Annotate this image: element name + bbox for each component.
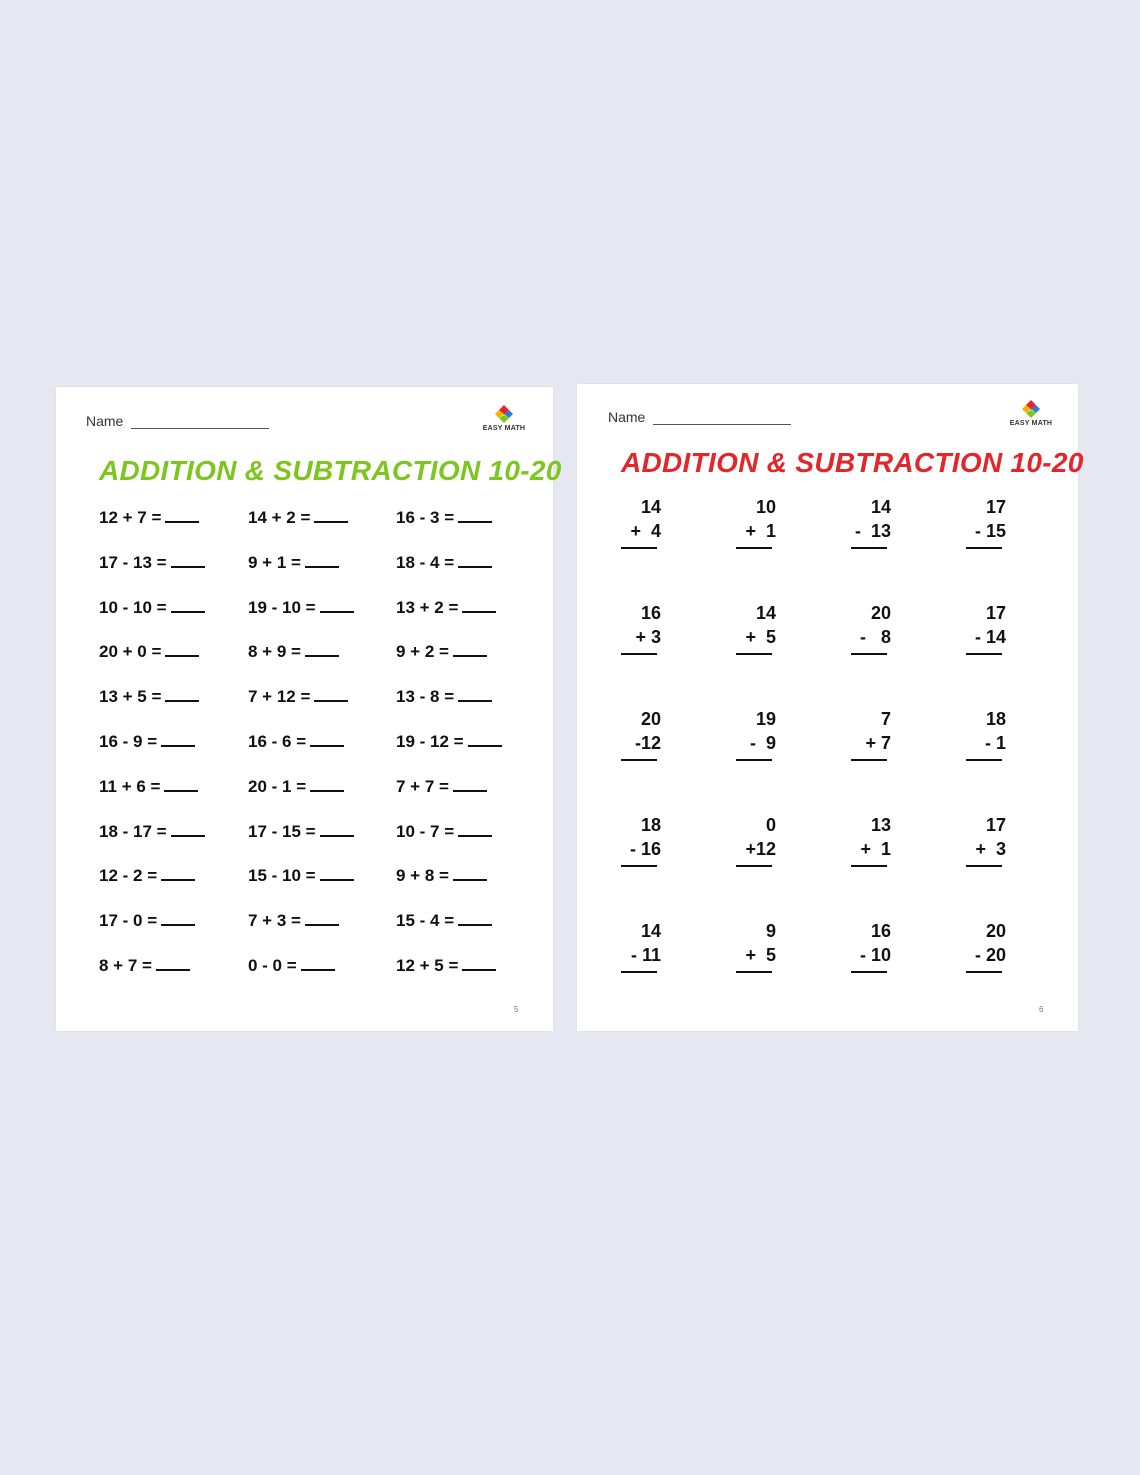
answer-line[interactable] xyxy=(851,547,887,549)
equation-text: 14 + 2 = xyxy=(248,508,311,527)
operator-and-number: - 1 xyxy=(984,733,1006,753)
name-field xyxy=(86,413,269,429)
equation-text: 17 - 0 = xyxy=(99,911,158,931)
equation-text: 7 + 7 = xyxy=(396,776,449,796)
answer-blank[interactable] xyxy=(462,957,496,971)
equation-text: 13 - 8 = xyxy=(396,687,455,707)
answer-blank[interactable] xyxy=(458,688,492,702)
operator-and-number: + 3 xyxy=(975,839,1006,859)
operator-and-number: - 8 xyxy=(859,627,891,647)
equation-text: 7 + 3 = xyxy=(248,911,301,931)
answer-line[interactable] xyxy=(851,759,887,761)
top-number: 20 xyxy=(640,709,661,729)
operator-and-number: + 3 xyxy=(635,627,661,647)
vertical-problem xyxy=(962,919,1006,973)
name-label: Name xyxy=(608,409,646,425)
operator-and-number: - 14 xyxy=(974,627,1006,647)
equation-text: 8 + 9 = xyxy=(248,642,301,662)
equation-problem xyxy=(396,866,487,886)
equation-text: 15 - 4 = xyxy=(396,911,455,931)
top-number: 0 xyxy=(765,815,776,835)
answer-blank[interactable] xyxy=(165,509,199,523)
operator-and-number: + 1 xyxy=(860,839,891,859)
equation-problem xyxy=(248,911,339,931)
equation-problem xyxy=(99,822,205,842)
equation-problem xyxy=(99,508,199,528)
equation-problem xyxy=(248,553,339,573)
answer-line[interactable] xyxy=(851,971,887,973)
equation-problem xyxy=(248,642,339,662)
equation-text: 0 - 0 = xyxy=(248,956,297,975)
operator-and-number: + 4 xyxy=(630,521,661,541)
vertical-problem xyxy=(962,707,1006,761)
answer-blank[interactable] xyxy=(453,867,487,881)
equation-problem xyxy=(99,956,190,976)
operator-and-number: + 1 xyxy=(745,521,776,541)
equation-problem xyxy=(99,598,205,618)
top-number: 13 xyxy=(870,815,891,835)
answer-blank[interactable] xyxy=(453,643,487,657)
answer-blank[interactable] xyxy=(314,688,348,702)
equation-text: 9 + 8 = xyxy=(396,866,449,886)
answer-line[interactable] xyxy=(851,865,887,867)
answer-line[interactable] xyxy=(966,971,1002,973)
equation-text: 15 - 10 = xyxy=(248,866,316,886)
answer-blank[interactable] xyxy=(320,599,354,613)
equation-problem xyxy=(248,732,344,752)
equation-problem xyxy=(396,508,492,528)
equation-problem xyxy=(99,687,199,707)
top-number: 7 xyxy=(880,709,891,729)
equation-text: 9 + 1 = xyxy=(248,552,301,572)
equation-problem xyxy=(248,598,354,618)
answer-blank[interactable] xyxy=(305,912,339,926)
top-number: 14 xyxy=(640,921,661,941)
equation-problem xyxy=(99,911,195,931)
answer-blank[interactable] xyxy=(156,957,190,971)
page-title: ADDITION & SUBTRACTION 10-20 xyxy=(99,455,562,486)
top-number: 17 xyxy=(985,497,1006,517)
equation-text: 20 - 1 = xyxy=(248,776,307,796)
operator-and-number: + 7 xyxy=(865,733,891,753)
operator-and-number: + 5 xyxy=(745,945,776,965)
answer-line[interactable] xyxy=(621,865,657,867)
vertical-problem xyxy=(962,495,1006,549)
answer-blank[interactable] xyxy=(171,554,205,568)
answer-blank[interactable] xyxy=(458,912,492,926)
answer-line[interactable] xyxy=(851,653,887,655)
top-number: 10 xyxy=(755,497,776,517)
answer-blank[interactable] xyxy=(165,643,199,657)
equation-text: 17 - 13 = xyxy=(99,552,167,572)
vertical-problem xyxy=(847,495,891,549)
answer-line[interactable] xyxy=(736,547,772,549)
answer-line[interactable] xyxy=(736,653,772,655)
equation-text: 13 + 5 = xyxy=(99,687,162,707)
operator-and-number: - 13 xyxy=(854,521,891,541)
equation-problem xyxy=(99,866,195,886)
equation-problem xyxy=(396,732,502,752)
answer-blank[interactable] xyxy=(305,554,339,568)
operator-and-number: + 5 xyxy=(745,627,776,647)
answer-blank[interactable] xyxy=(161,733,195,747)
vertical-problem xyxy=(847,601,891,655)
answer-blank[interactable] xyxy=(171,599,205,613)
top-number: 14 xyxy=(640,497,661,517)
page-number: 6 xyxy=(1039,1005,1044,1014)
logo-text: EASY MATH xyxy=(482,425,526,432)
top-number: 18 xyxy=(640,815,661,835)
equation-problem xyxy=(396,911,492,931)
equation-problem xyxy=(396,687,492,707)
answer-blank[interactable] xyxy=(310,778,344,792)
answer-line[interactable] xyxy=(621,653,657,655)
vertical-problem xyxy=(732,813,776,867)
name-blank-line[interactable] xyxy=(131,418,269,429)
equation-text: 12 - 2 = xyxy=(99,866,158,886)
equation-text: 11 + 6 = xyxy=(99,776,161,796)
logo-text: EASY MATH xyxy=(1009,420,1053,427)
answer-blank[interactable] xyxy=(458,509,492,523)
equation-problem xyxy=(99,553,205,573)
top-number: 19 xyxy=(755,709,776,729)
answer-line[interactable] xyxy=(966,759,1002,761)
equation-text: 13 + 2 = xyxy=(396,597,459,617)
answer-blank[interactable] xyxy=(310,733,344,747)
equation-text: 7 + 12 = xyxy=(248,687,311,707)
answer-blank[interactable] xyxy=(165,688,199,702)
answer-line[interactable] xyxy=(621,971,657,973)
equation-problem xyxy=(396,956,496,976)
page-number: 5 xyxy=(514,1005,519,1014)
equation-text: 19 - 12 = xyxy=(396,732,464,751)
equation-text: 18 - 17 = xyxy=(99,821,167,841)
top-number: 20 xyxy=(870,603,891,623)
equation-text: 18 - 4 = xyxy=(396,552,455,572)
answer-line[interactable] xyxy=(966,865,1002,867)
vertical-problem xyxy=(617,919,661,973)
answer-line[interactable] xyxy=(621,759,657,761)
top-number: 17 xyxy=(985,603,1006,623)
top-number: 16 xyxy=(870,921,891,941)
name-label: Name xyxy=(86,413,124,429)
equation-problem xyxy=(396,553,492,573)
operator-and-number: - 9 xyxy=(749,733,776,753)
equation-text: 20 + 0 = xyxy=(99,642,162,662)
answer-blank[interactable] xyxy=(453,778,487,792)
vertical-problem xyxy=(962,813,1006,867)
equation-problem xyxy=(248,956,335,976)
answer-blank[interactable] xyxy=(171,823,205,837)
equation-text: 10 - 7 = xyxy=(396,821,455,841)
top-number: 20 xyxy=(985,921,1006,941)
equation-problem xyxy=(248,777,344,797)
answer-blank[interactable] xyxy=(164,778,198,792)
answer-line[interactable] xyxy=(966,547,1002,549)
equation-problem xyxy=(396,598,496,618)
equation-problem xyxy=(248,687,348,707)
vertical-problem xyxy=(847,813,891,867)
vertical-problem xyxy=(732,601,776,655)
equation-text: 12 + 5 = xyxy=(396,956,459,975)
logo xyxy=(476,403,532,433)
answer-blank[interactable] xyxy=(468,733,502,747)
top-number: 16 xyxy=(640,603,661,623)
vertical-problem xyxy=(962,601,1006,655)
equation-text: 16 - 6 = xyxy=(248,732,307,751)
equation-problem xyxy=(248,866,354,886)
top-number: 17 xyxy=(985,815,1006,835)
equation-text: 9 + 2 = xyxy=(396,642,449,662)
answer-line[interactable] xyxy=(621,547,657,549)
answer-blank[interactable] xyxy=(161,867,195,881)
answer-blank[interactable] xyxy=(458,554,492,568)
equation-problem xyxy=(396,642,487,662)
equation-text: 8 + 7 = xyxy=(99,956,152,975)
equation-text: 16 - 3 = xyxy=(396,508,455,527)
equation-text: 19 - 10 = xyxy=(248,597,316,617)
answer-blank[interactable] xyxy=(305,643,339,657)
top-number: 9 xyxy=(765,921,776,941)
answer-blank[interactable] xyxy=(462,599,496,613)
worksheet-page-left xyxy=(56,387,562,1031)
vertical-problem xyxy=(617,495,661,549)
operator-and-number: - 11 xyxy=(630,945,661,965)
answer-blank[interactable] xyxy=(320,823,354,837)
answer-blank[interactable] xyxy=(161,912,195,926)
worksheet-page-right xyxy=(577,384,1084,1031)
answer-blank[interactable] xyxy=(458,823,492,837)
operator-and-number: - 20 xyxy=(974,945,1006,965)
logo-diamond-icon xyxy=(493,403,515,425)
equation-problem xyxy=(396,822,492,842)
answer-line[interactable] xyxy=(736,865,772,867)
answer-blank[interactable] xyxy=(301,957,335,971)
equation-problem xyxy=(99,777,198,797)
vertical-problem xyxy=(847,919,891,973)
name-blank-line[interactable] xyxy=(653,414,791,425)
equation-text: 17 - 15 = xyxy=(248,821,316,841)
operator-and-number: +12 xyxy=(745,839,776,859)
answer-line[interactable] xyxy=(736,759,772,761)
name-field xyxy=(608,409,791,425)
top-number: 14 xyxy=(870,497,891,517)
logo xyxy=(1003,398,1059,428)
equation-problem xyxy=(248,508,348,528)
equation-problem xyxy=(396,777,487,797)
vertical-problem xyxy=(847,707,891,761)
vertical-problem xyxy=(617,707,661,761)
vertical-problem xyxy=(732,919,776,973)
answer-blank[interactable] xyxy=(320,867,354,881)
answer-line[interactable] xyxy=(966,653,1002,655)
equation-problem xyxy=(99,732,195,752)
page-title: ADDITION & SUBTRACTION 10-20 xyxy=(621,447,1084,478)
operator-and-number: - 16 xyxy=(629,839,661,859)
operator-and-number: - 15 xyxy=(974,521,1006,541)
answer-blank[interactable] xyxy=(314,509,348,523)
vertical-problem xyxy=(617,813,661,867)
equation-problem xyxy=(248,822,354,842)
answer-line[interactable] xyxy=(736,971,772,973)
vertical-problem xyxy=(617,601,661,655)
operator-and-number: - 10 xyxy=(859,945,891,965)
equation-text: 10 - 10 = xyxy=(99,597,167,617)
vertical-problem xyxy=(732,707,776,761)
top-number: 18 xyxy=(985,709,1006,729)
equation-text: 16 - 9 = xyxy=(99,732,158,751)
equation-text: 12 + 7 = xyxy=(99,508,162,527)
top-number: 14 xyxy=(755,603,776,623)
vertical-problem xyxy=(732,495,776,549)
logo-diamond-icon xyxy=(1020,398,1042,420)
equation-problem xyxy=(99,642,199,662)
operator-and-number: -12 xyxy=(634,733,661,753)
